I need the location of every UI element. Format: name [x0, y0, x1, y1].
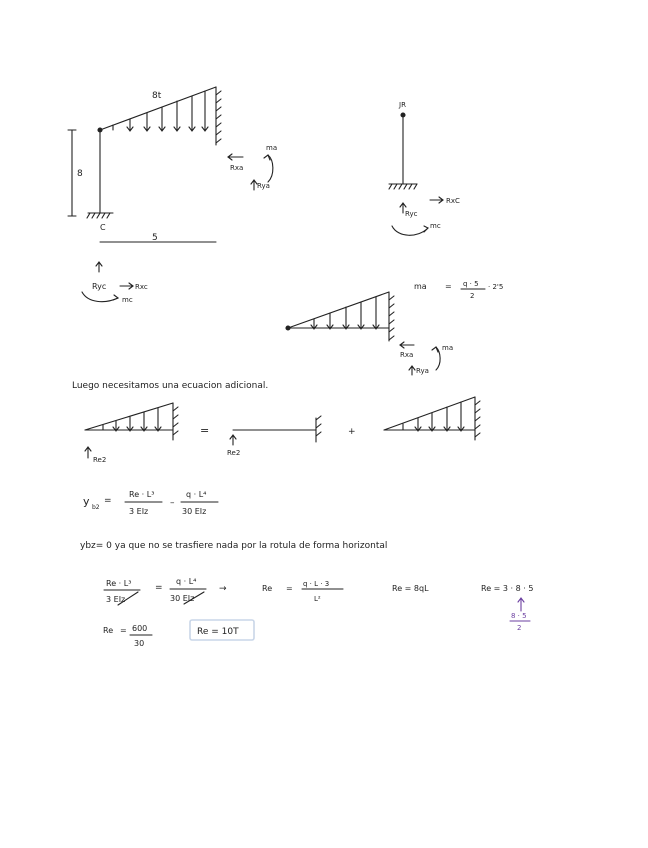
solve-f2-den: 30 EIz: [170, 594, 195, 603]
cantilever-ma: ma: [442, 344, 454, 352]
deflection-eq: =: [104, 496, 112, 506]
purple-note-num: 8 · 5: [511, 612, 527, 620]
cantilever-diagram: [286, 292, 440, 375]
base-rxc: Rxc: [135, 283, 148, 291]
solve-f3-den: L²: [314, 595, 321, 603]
solve-f3-num: q · L · 3: [303, 580, 330, 588]
solve-f2-num: q · L⁴: [176, 577, 197, 586]
frame-wall-hatch: [216, 91, 221, 143]
frame-reaction-x: Rxa: [230, 164, 244, 172]
solve-re3: Re = 3 · 8 · 5: [481, 584, 534, 593]
superposition-diagram: [85, 397, 480, 458]
solve-f1-den: 3 EIz: [106, 595, 126, 604]
moment-eq-num: q · 5: [463, 280, 479, 288]
deflection-lhs: y: [83, 495, 90, 508]
deflection-t2-num: q · L⁴: [186, 490, 207, 499]
deflection-minus: –: [170, 498, 175, 508]
superposition-re-left: Re2: [93, 456, 107, 464]
solve-f1-num: Re · L³: [106, 579, 132, 588]
solve-equations: [104, 577, 533, 605]
result-num: 600: [132, 624, 148, 633]
frame-ground-hatch: [87, 213, 113, 218]
result-den: 30: [134, 639, 145, 648]
superposition-re-mid: Re2: [227, 449, 241, 457]
moment-eq-den: 2: [470, 292, 475, 300]
result-re: Re: [103, 626, 114, 635]
frame-height-label: 8: [77, 169, 83, 179]
superposition-plus: +: [348, 427, 356, 437]
deflection-t2-den: 30 EIz: [182, 507, 207, 516]
deflection-equation: [83, 490, 218, 516]
column-rxc: RxC: [446, 197, 460, 205]
column-ryc: Ryc: [405, 210, 418, 218]
cantilever-rxa: Rxa: [400, 351, 414, 359]
frame-reaction-y: Rya: [257, 182, 270, 190]
solve-re2: Re = 8qL: [392, 584, 429, 593]
moment-eq-lhs: ma: [414, 282, 427, 291]
solve-re1: Re: [262, 584, 273, 593]
column-mc: mc: [430, 222, 441, 230]
frame-load-label: 8t: [152, 91, 162, 101]
frame-moment: ma: [266, 144, 278, 152]
deflection-sub: b2: [92, 504, 100, 511]
solve-arrow: →: [219, 584, 227, 594]
deflection-t1-den: 3 EIz: [129, 507, 149, 516]
result-eq: =: [120, 626, 127, 635]
deflection-t1-num: Re · L³: [129, 490, 155, 499]
cantilever-rya: Rya: [416, 367, 429, 375]
base-mc: mc: [122, 296, 133, 304]
base-ryc: Ryc: [92, 282, 107, 291]
superposition-equals: =: [200, 424, 210, 437]
solve-eq1: =: [155, 583, 163, 593]
purple-note-den: 2: [517, 624, 522, 632]
frame-span-label: 5: [152, 233, 158, 243]
sentence-no-horizontal-transfer: ybz= 0 ya que no se trasfiere nada por la rotula de forma horizontal: [80, 541, 388, 551]
moment-eq-tail: · 2'5: [488, 283, 504, 291]
sentence-additional-equation: Luego necesitamos una ecuacion adicional.: [72, 381, 269, 391]
moment-eq-sign: =: [445, 282, 452, 291]
solve-eq2: =: [286, 584, 293, 593]
result-boxed-value: Re = 10T: [197, 627, 239, 637]
frame-support-label: C: [100, 223, 106, 232]
column-top-label: JR: [399, 101, 406, 109]
